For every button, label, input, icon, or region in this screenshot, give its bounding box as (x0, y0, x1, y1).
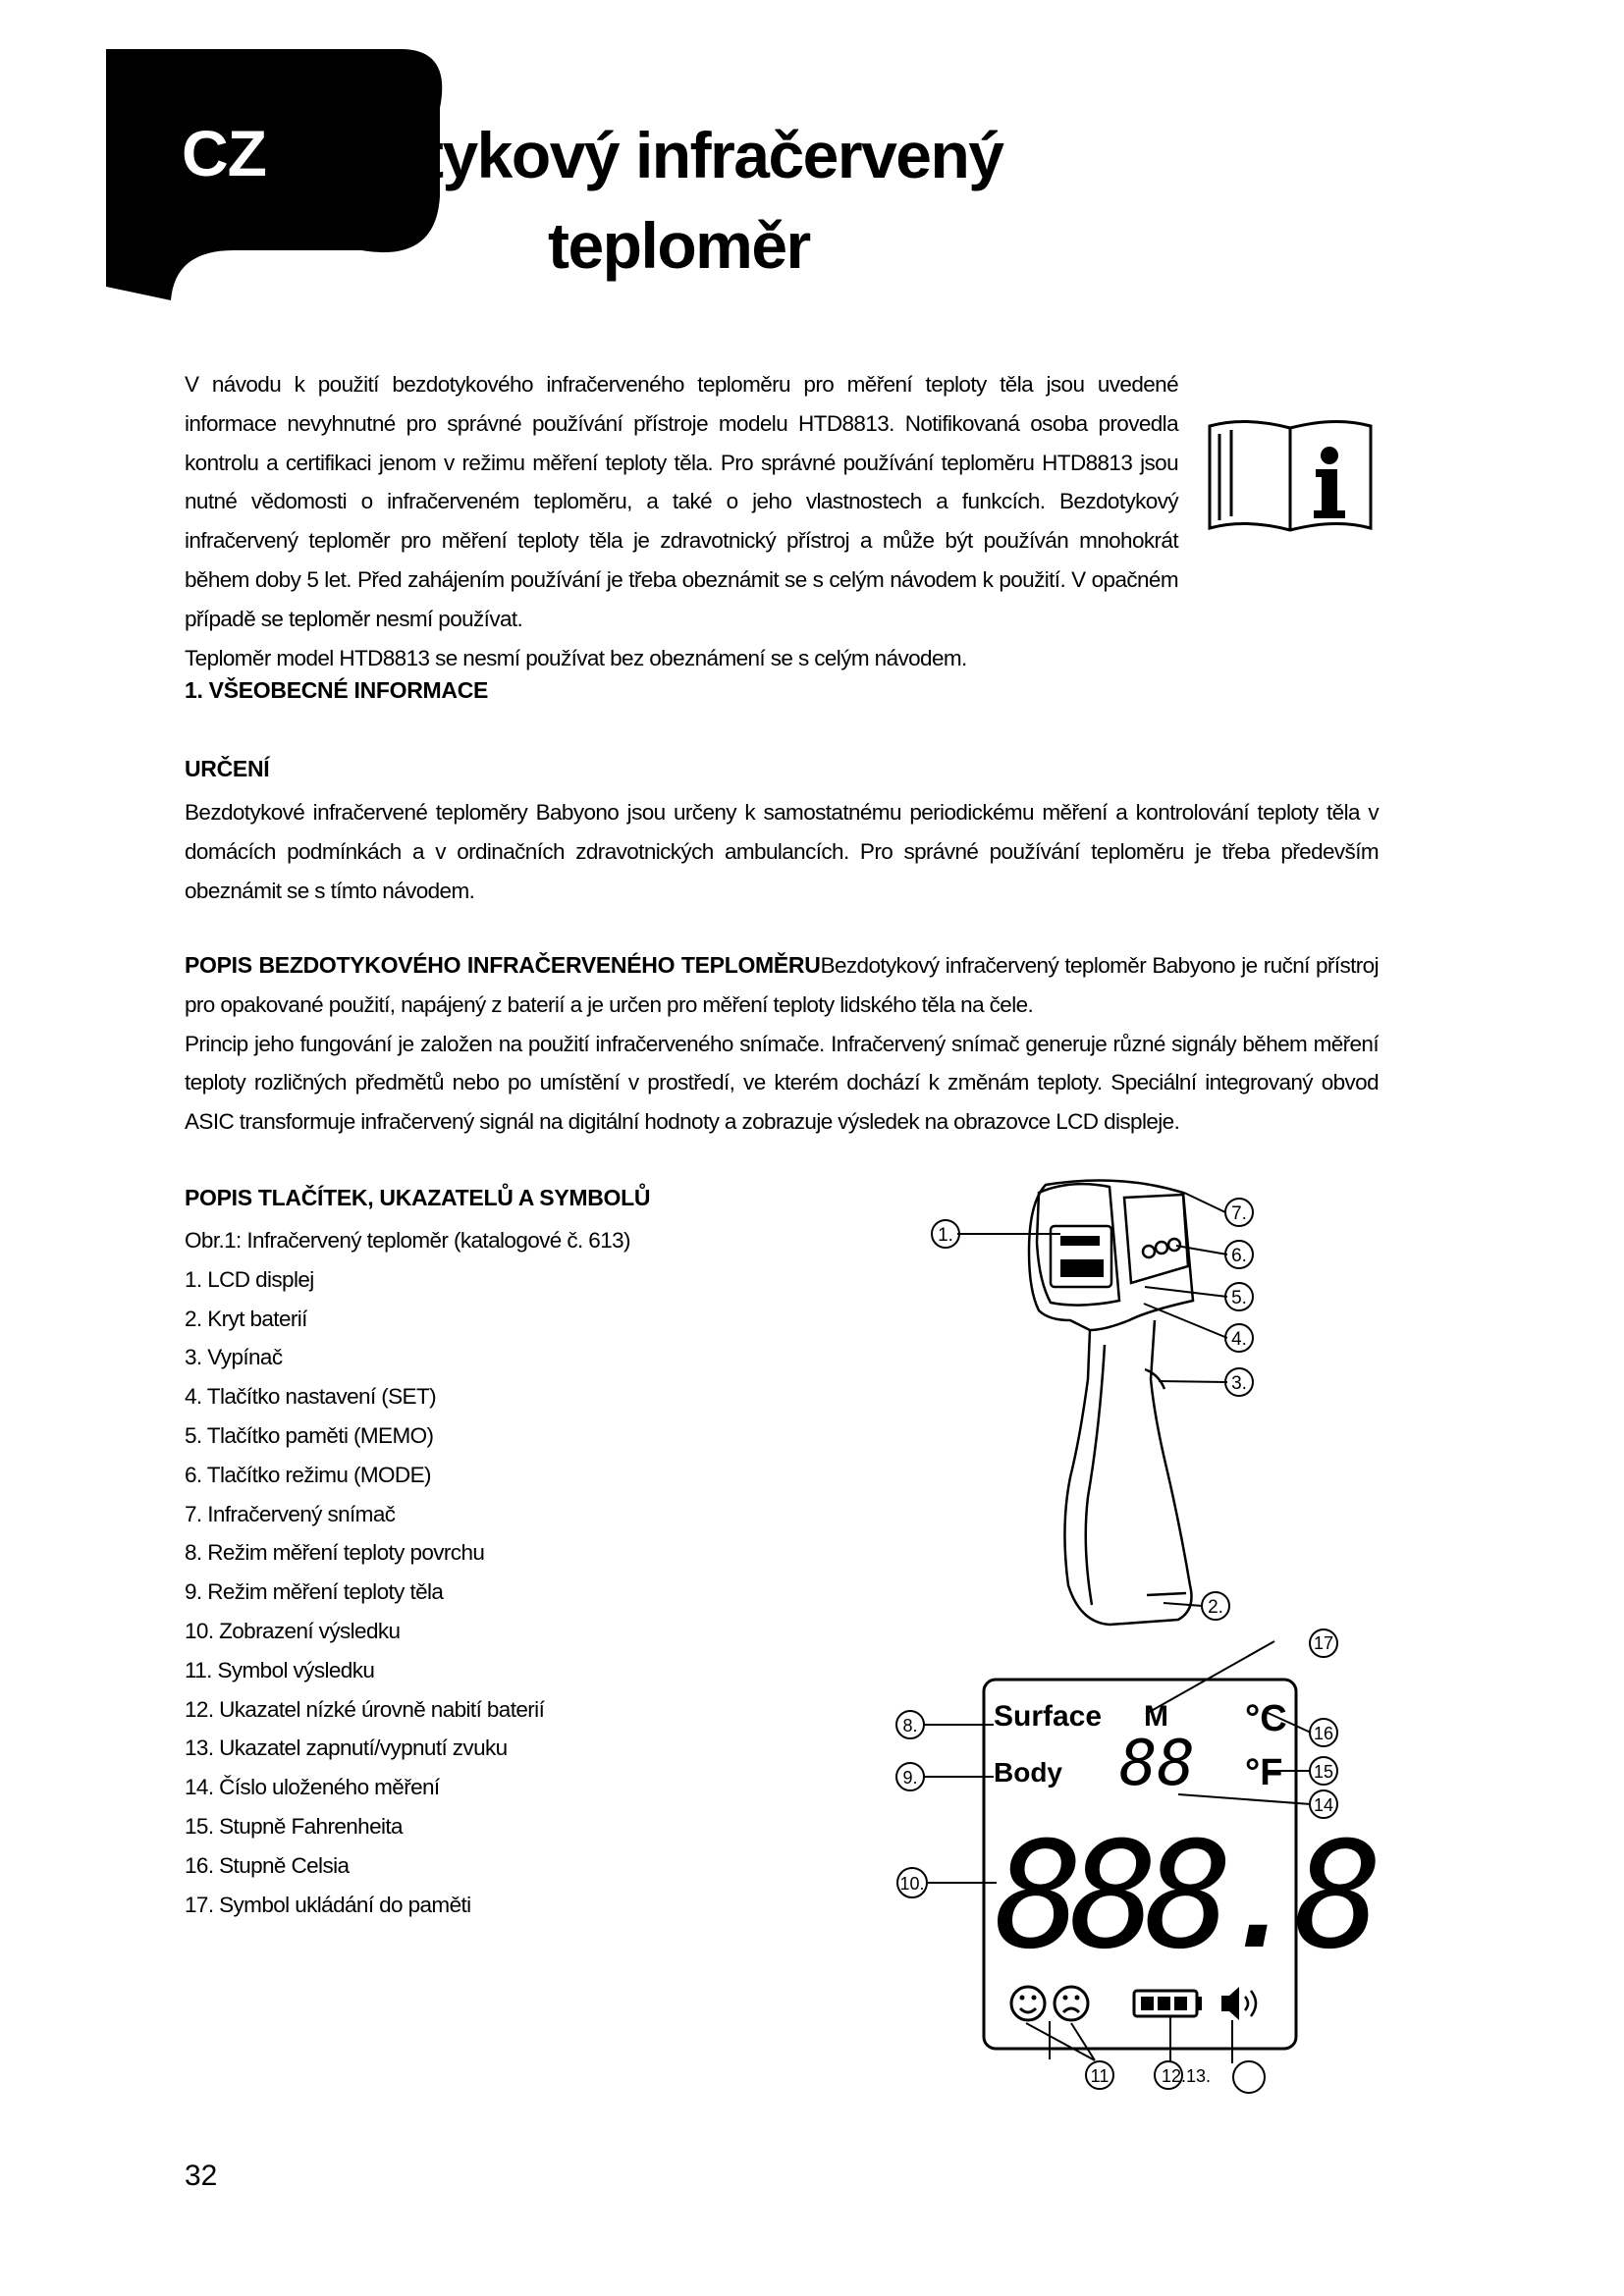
description-heading: POPIS BEZDOTYKOVÉHO INFRAČERVENÉHO TEPLOMĚRU (185, 952, 821, 978)
callout-12-13: 12.13. (1161, 2066, 1212, 2086)
callout-4: 4. (1231, 1329, 1247, 1350)
list-item: 11. Symbol výsledku (185, 1657, 375, 1682)
description-text: Bezdotykový infračervený teploměr Babyono je ruční přístroj pro opakované použití, napájený z baterií a je určen pro měření teploty lidského těla na čele. (185, 953, 1379, 1017)
language-code: CZ (182, 117, 266, 189)
description-block (185, 946, 1379, 1142)
purpose-text: Bezdotykové infračervené teploměry Babyono jsou určeny k samostatnému periodickému měření a kontrolování teploty těla v domácích podmínkách a v ordinačních zdravotnických ambulancích. Pro správné používání teploměru je třeba především obeznámit se s tímto návodem. (185, 800, 1379, 903)
title-line-1: tykový infračervený (422, 119, 1003, 191)
list-item: 4. Tlačítko nastavení (SET) (185, 1384, 436, 1410)
callout-7: 7. (1231, 1203, 1247, 1224)
list-item: 13. Ukazatel zapnutí/vypnutí zvuku (185, 1735, 508, 1761)
list-item: 12. Ukazatel nízké úrovně nabití baterií (185, 1696, 545, 1722)
intro-note: Teploměr model HTD8813 se nesmí používat bez obeznámení se s celým návodem. (185, 645, 967, 670)
list-item: 15. Stupně Fahrenheita (185, 1813, 403, 1839)
result-display: 888.8 (995, 1811, 1370, 1982)
surface-label: Surface (994, 1700, 1103, 1733)
purpose-heading: URČENÍ (185, 756, 270, 781)
list-item: 10. Zobrazení výsledku (185, 1618, 401, 1643)
list-item: 17. Symbol ukládání do paměti (185, 1892, 471, 1917)
lcd-display-diagram (889, 1633, 1370, 2109)
list-item: 8. Režim měření teploty povrchu (185, 1540, 485, 1566)
callout-8: 8. (902, 1716, 918, 1735)
intro-section (185, 365, 1178, 677)
callout-3: 3. (1231, 1373, 1247, 1394)
list-item: 9. Režim měření teploty těla (185, 1579, 444, 1605)
title-line-2: teploměr (548, 209, 810, 282)
callout-15: 15 (1313, 1762, 1334, 1782)
list-item: 14. Číslo uloženého měření (185, 1775, 440, 1800)
callout-9: 9. (902, 1768, 918, 1788)
memory-number: 88 (1119, 1728, 1196, 1800)
page-number: 32 (185, 2160, 218, 2192)
list-item: 6. Tlačítko režimu (MODE) (185, 1462, 431, 1487)
list-item: 1. LCD displej (185, 1266, 314, 1292)
list-item: 7. Infračervený snímač (185, 1501, 396, 1526)
callout-1: 1. (938, 1225, 953, 1246)
callout-6: 6. (1231, 1246, 1247, 1266)
page-title (422, 110, 1003, 291)
list-item: 16. Stupně Celsia (185, 1852, 350, 1878)
body-label: Body (994, 1757, 1062, 1788)
intro-paragraph: V návodu k použití bezdotykového infračerveného teploměru pro měření teploty těla jsou uvedené informace nevyhnutné pro správné používání přístroje modelu HTD8813. Notifikovaná osoba provedla kontrolu a certifikaci jenom v režimu měření teploty těla. Pro správné používání teploměru HTD8813 jsou nutné vědomosti o infračerveném teploměru, a také o jeho vlastnostech a funkcích. Bezdotykový infračervený teploměr pro měření teploty těla je zdravotnický přístroj a může být používán mnohokrát během doby 5 let. Před zahájením používání je třeba obeznámit se s celým návodem k použití. V opačném případě se teploměr nesmí používat. (185, 372, 1178, 631)
thermometer-illustration (923, 1173, 1326, 1654)
principle-text: Princip jeho fungování je založen na použití infračerveného snímače. Infračervený snímač generuje různé signály během měření teploty rozličných předmětů nebo po umístění v prostředí, ve kterém dochází k změnám teploty. Speciální integrovaný obvod ASIC transformuje infračervený signál na digitální hodnoty a zobrazuje výsledek na obrazovce LCD displeje. (185, 1031, 1379, 1135)
callout-10: 10. (899, 1874, 925, 1894)
parts-list (185, 1221, 695, 1924)
callout-2: 2. (1208, 1597, 1223, 1618)
section-heading: 1. VŠEOBECNÉ INFORMACE (185, 677, 489, 703)
callout-5: 5. (1231, 1288, 1247, 1308)
celsius-symbol: °C (1245, 1698, 1287, 1739)
memory-symbol: M (1144, 1700, 1168, 1733)
callout-11: 11 (1090, 2066, 1110, 2086)
buttons-heading: POPIS TLAČÍTEK, UKAZATELŮ A SYMBOLŮ (185, 1185, 651, 1210)
fahrenheit-symbol: °F (1245, 1752, 1283, 1793)
callout-17: 17 (1313, 1633, 1334, 1653)
list-item: 2. Kryt baterií (185, 1306, 307, 1331)
callout-14: 14 (1313, 1795, 1334, 1815)
manual-info-icon (1206, 414, 1375, 536)
list-item: 5. Tlačítko paměti (MEMO) (185, 1422, 434, 1448)
callout-16: 16 (1313, 1724, 1334, 1743)
list-item: 3. Vypínač (185, 1345, 283, 1370)
figure-caption: Obr.1: Infračervený teploměr (katalogové č. 613) (185, 1228, 630, 1253)
language-tab-shape (106, 49, 440, 300)
